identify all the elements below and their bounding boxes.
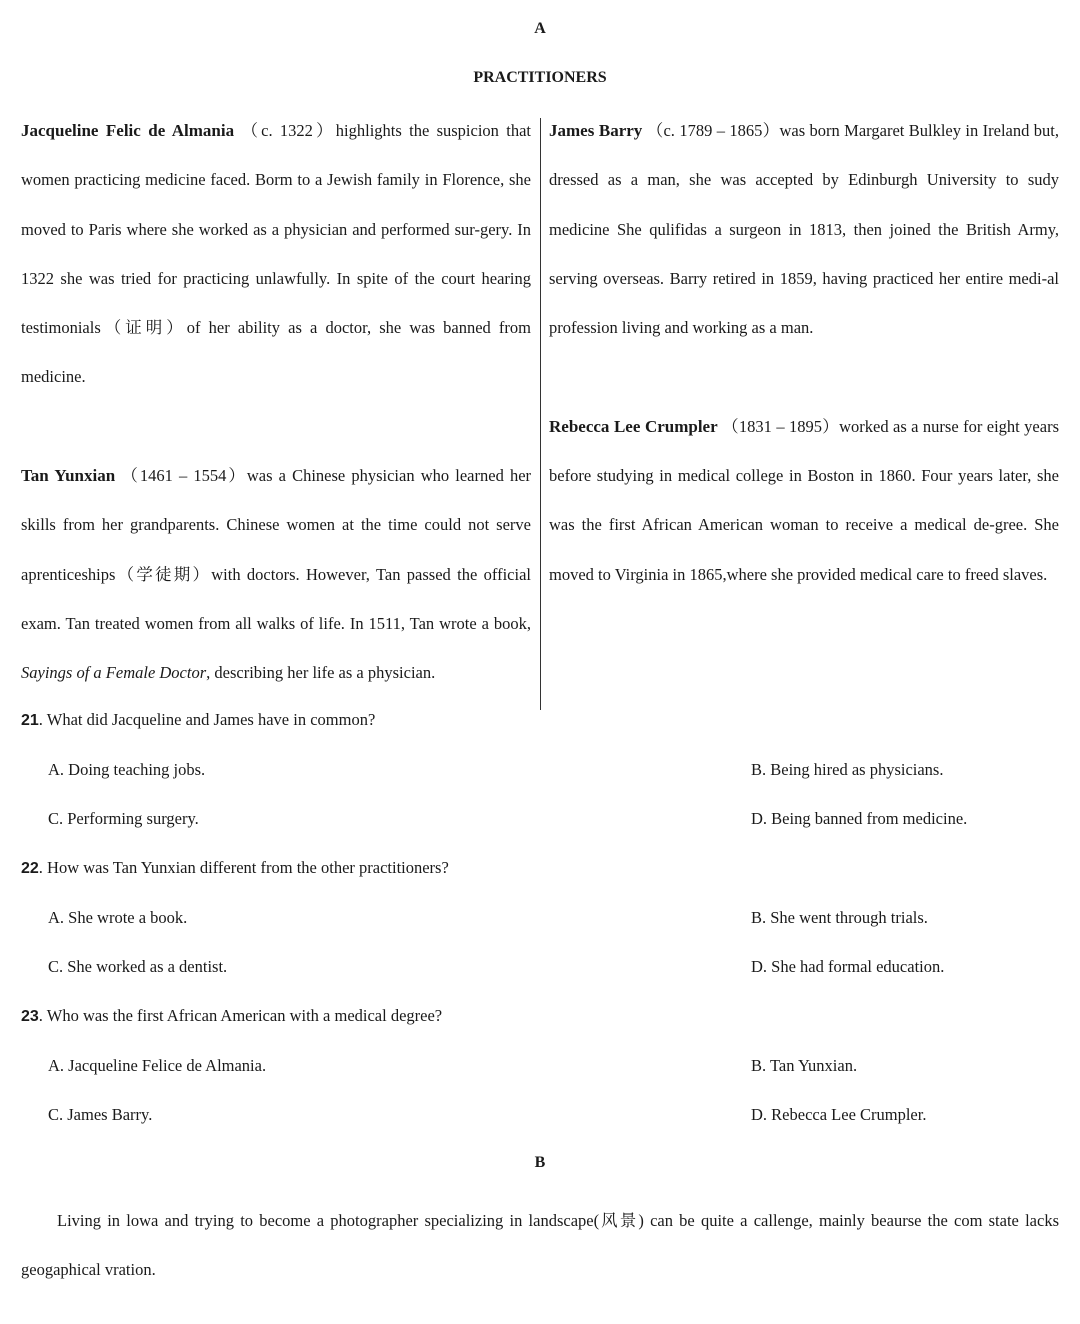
section-a-letter: A <box>534 20 546 37</box>
bio-james <box>549 106 1059 352</box>
option-22-b[interactable]: B. She went through trials. <box>751 908 928 927</box>
question-text: . Who was the first African American with a medical degree? <box>38 1006 443 1025</box>
bio-text: （1461 – 1554）was a Chinese physician who learned her skills from her grandparents. Chinese women at the time could not serve aprenticeships（学徒期）with doctors. However, Tan passed the official exam. Tan treated women from all walks of life. In 1511, Tan wrote a book, <box>21 466 532 633</box>
option-23-a[interactable]: A. Jacqueline Felice de Almania. <box>48 1056 267 1075</box>
bio-name: Jacqueline Felic de Almania <box>21 121 235 140</box>
bio-tan <box>21 451 531 697</box>
question-number: 21 <box>21 712 39 729</box>
bio-jacqueline <box>21 106 531 402</box>
bio-text: （c. 1322）highlights the suspicion that women practicing medicine faced. Borm to a Jewish family in Florence, she moved to Paris where she worked as a physician and performed sur-gery. In 1322 she was tried for practicing unlawfully. In spite of the court hearing testimonials（证明）of her ability as a doctor, she was banned from medicine. <box>21 121 531 387</box>
question-number: 23 <box>21 1008 39 1025</box>
bio-text: （c. 1789 – 1865）was born Margaret Bulkley in Ireland but, dressed as a man, she was accepted by Edinburgh University to sudy medicine She qulifidas a surgeon in 1813, then joined the British Army, serving overseas. Barry retired in 1859, having practiced her entire medi-al profession living and working as a man. <box>549 121 1059 338</box>
bio-text: （1831 – 1895）worked as a nurse for eight years before studying in medical college in Boston in 1860. Four years later, she was the first African American woman to receive a medical de-gree. She moved to Virginia in 1865,where she provided medical care to freed slaves. <box>549 416 1059 584</box>
passage-title: PRACTITIONERS <box>473 69 607 86</box>
section-b-letter: B <box>534 1154 546 1171</box>
option-22-a[interactable]: A. She wrote a book. <box>48 908 188 927</box>
option-22-d[interactable]: D. She had formal education. <box>751 957 945 976</box>
option-22-c[interactable]: C. She worked as a dentist. <box>48 957 228 976</box>
section-b-paragraph: Living in lowa and trying to become a photographer specializing in landscape(风景) can be quite a callenge, mainly beaurse the com state lacks geogaphical vration. <box>21 1211 1059 1280</box>
option-21-a[interactable]: A. Doing teaching jobs. <box>48 760 206 779</box>
option-21-c[interactable]: C. Performing surgery. <box>48 809 199 828</box>
question-number: 22 <box>21 860 39 877</box>
option-21-b[interactable]: B. Being hired as physicians. <box>751 760 944 779</box>
bio-rebecca <box>549 402 1059 599</box>
option-23-c[interactable]: C. James Barry. <box>48 1105 153 1124</box>
right-column <box>549 106 1059 599</box>
bio-name: Tan Yunxian <box>21 466 116 486</box>
question-22 <box>21 858 449 878</box>
bio-name: James Barry <box>549 121 643 140</box>
left-column <box>21 106 531 698</box>
column-divider <box>540 118 541 710</box>
option-21-d[interactable]: D. Being banned from medicine. <box>751 809 968 828</box>
bio-name: Rebecca Lee Crumpler <box>549 416 718 436</box>
book-title: Sayings of a Female Doctor <box>21 663 207 683</box>
option-23-d[interactable]: D. Rebecca Lee Crumpler. <box>751 1105 927 1124</box>
question-21 <box>21 710 375 730</box>
bio-text-end: , describing her life as a physician. <box>206 663 436 683</box>
question-23 <box>21 1006 442 1026</box>
option-23-b[interactable]: B. Tan Yunxian. <box>751 1056 858 1075</box>
question-text: . What did Jacqueline and James have in common? <box>38 710 376 729</box>
question-text: . How was Tan Yunxian different from the other practitioners? <box>38 858 449 877</box>
